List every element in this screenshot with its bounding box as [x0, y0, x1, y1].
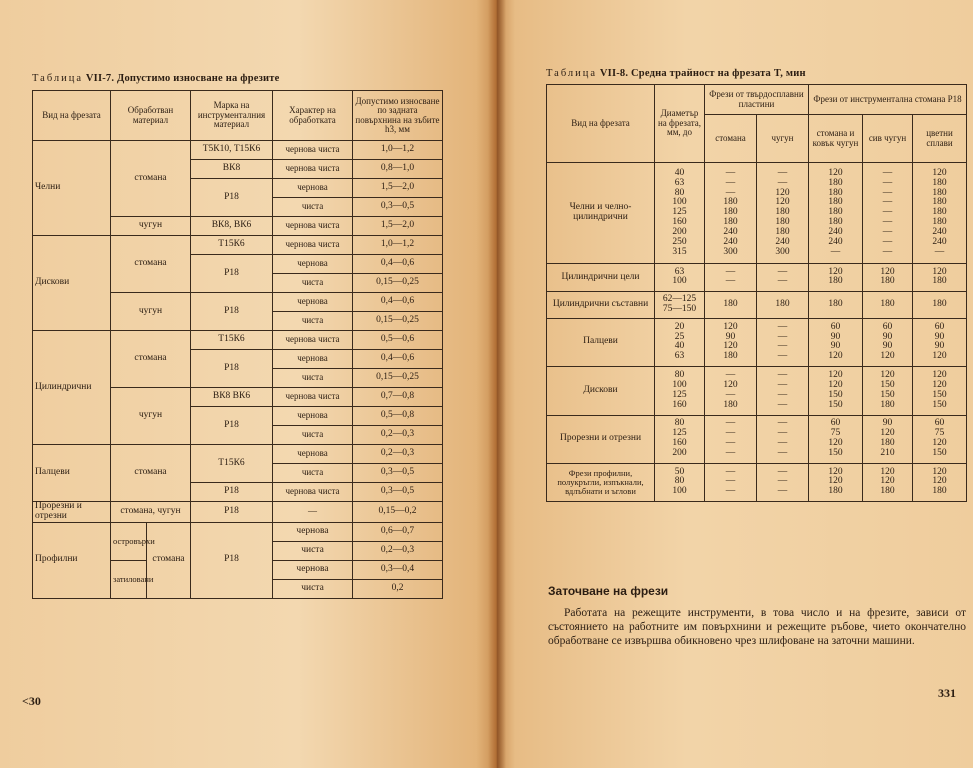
processing-cell: чернова чиста	[273, 160, 353, 179]
diameter-cell: 63 100	[655, 264, 705, 291]
tool-mark-cell: ВК8, ВК6	[191, 217, 273, 236]
hss-steel-cell: 120 180 180 180 180 180 240 240 —	[809, 163, 863, 264]
hss-nonferrous-cell: 180	[913, 291, 967, 318]
wear-value-cell: 0,3—0,5	[353, 464, 443, 483]
wear-value-cell: 0,6—0,7	[353, 522, 443, 541]
material-cell: чугун	[111, 388, 191, 445]
wear-value-cell: 0,3—0,4	[353, 560, 443, 579]
paragraph-text: Работата на режещите инструменти, в това число и на фрезите, зависи от състоянието на работните им повърхнини и режещите ръбове, чието окончателно обработване се извършва обикновено чрез шлифоване на заточни машини.	[548, 607, 966, 647]
header-hard-group: Фрези от твърдосплавни пластини	[705, 85, 809, 115]
tool-mark-cell: Р18	[191, 407, 273, 445]
cutter-type-cell: Дискови	[547, 367, 655, 415]
profile-subtype-cell: островърхи	[111, 522, 147, 560]
table-row	[547, 367, 967, 415]
hss-nonferrous-cell: 120 180 180 180 180 180 240 240 —	[913, 163, 967, 264]
tool-mark-cell: Т15К6	[191, 236, 273, 255]
table-8-caption	[546, 68, 806, 79]
material-cell: чугун	[111, 293, 191, 331]
hss-grey-cell: — — — — — — — — —	[863, 163, 913, 264]
processing-cell: чиста	[273, 274, 353, 293]
wear-value-cell: 1,0—1,2	[353, 236, 443, 255]
header-hard-steel: стомана	[705, 115, 757, 163]
wear-value-cell: 0,3—0,5	[353, 198, 443, 217]
table-vii-7-body	[33, 141, 443, 599]
diameter-cell: 20 25 40 63	[655, 318, 705, 366]
table-7-caption	[32, 73, 280, 84]
tool-mark-cell: ВК8 ВК6	[191, 388, 273, 407]
table-vii-8-body	[547, 163, 967, 502]
cutter-type-cell: Цилиндрични цели	[547, 264, 655, 291]
wear-value-cell: 0,5—0,8	[353, 407, 443, 426]
hard-steel-cell: — 120 — 180	[705, 367, 757, 415]
hard-iron-cell: — —	[757, 264, 809, 291]
hard-steel-cell: — — —	[705, 463, 757, 501]
wear-value-cell: 0,15—0,25	[353, 369, 443, 388]
hard-steel-cell: 180	[705, 291, 757, 318]
processing-cell: чернова чиста	[273, 217, 353, 236]
cutter-type-cell: Фрези профилни, полукръгли, изпъкнали, вдлъбнати и ъглови	[547, 463, 655, 501]
wear-value-cell: 0,2	[353, 579, 443, 598]
processing-cell: чернова	[273, 560, 353, 579]
material-cell: стомана, чугун	[111, 502, 191, 523]
cutter-type-cell: Дискови	[33, 236, 111, 331]
hss-steel-cell: 60 75 120 150	[809, 415, 863, 463]
processing-cell: чиста	[273, 369, 353, 388]
table-row	[33, 331, 443, 350]
hss-grey-cell: 90 120 180 210	[863, 415, 913, 463]
hss-steel-cell: 60 90 90 120	[809, 318, 863, 366]
processing-cell: чернова	[273, 350, 353, 369]
wear-value-cell: 1,0—1,2	[353, 141, 443, 160]
hss-nonferrous-cell: 120 120 180	[913, 463, 967, 501]
header-hss-group: Фрези от инструментална стомана Р18	[809, 85, 967, 115]
hss-steel-cell: 120 120 180	[809, 463, 863, 501]
hard-steel-cell: — — — —	[705, 415, 757, 463]
table-row	[33, 236, 443, 255]
processing-cell: чернова	[273, 445, 353, 464]
cutter-type-cell: Палцеви	[33, 445, 111, 502]
wear-value-cell: 0,15—0,25	[353, 312, 443, 331]
cutter-type-cell: Цилиндрични съставни	[547, 291, 655, 318]
cutter-type-cell: Челни и челно-цилиндрични	[547, 163, 655, 264]
caption-text: VII-8. Средна трайност на фрезата T, мин	[599, 68, 806, 79]
material-cell: стомана	[111, 331, 191, 388]
table-row	[547, 318, 967, 366]
header-character: Характер на обработката	[273, 91, 353, 141]
header-material: Обработван материал	[111, 91, 191, 141]
table-row	[33, 522, 443, 541]
processing-cell: чиста	[273, 464, 353, 483]
caption-label: Таблица	[546, 68, 598, 79]
wear-value-cell: 0,15—0,2	[353, 502, 443, 523]
tool-mark-cell: Р18	[191, 255, 273, 293]
header-diameter: Диаметър на фрезата, мм, до	[655, 85, 705, 163]
hard-iron-cell: — — — —	[757, 318, 809, 366]
processing-cell: чернова	[273, 522, 353, 541]
material-cell: стомана	[147, 522, 191, 598]
processing-cell: чернова чиста	[273, 388, 353, 407]
hard-iron-cell: — — 120 120 180 180 180 240 300	[757, 163, 809, 264]
tool-mark-cell: ВК8	[191, 160, 273, 179]
processing-cell: чернова чиста	[273, 483, 353, 502]
wear-value-cell: 0,3—0,5	[353, 483, 443, 502]
tool-mark-cell: Р18	[191, 350, 273, 388]
header-hss-grey: сив чугун	[863, 115, 913, 163]
tool-mark-cell: Т15К6	[191, 445, 273, 483]
processing-cell: чернова	[273, 255, 353, 274]
hss-nonferrous-cell: 120 180	[913, 264, 967, 291]
hss-steel-cell: 120 120 150 150	[809, 367, 863, 415]
hss-grey-cell: 120 120 180	[863, 463, 913, 501]
tool-mark-cell: Т15К6	[191, 331, 273, 350]
section-paragraph	[548, 606, 966, 648]
diameter-cell: 80 125 160 200	[655, 415, 705, 463]
tool-mark-cell: Т5К10, Т15К6	[191, 141, 273, 160]
processing-cell: чернова чиста	[273, 331, 353, 350]
processing-cell: чиста	[273, 579, 353, 598]
processing-cell: чернова чиста	[273, 236, 353, 255]
tool-mark-cell: Р18	[191, 522, 273, 598]
hss-nonferrous-cell: 60 90 90 120	[913, 318, 967, 366]
material-cell: чугун	[111, 217, 191, 236]
hss-grey-cell: 60 90 90 120	[863, 318, 913, 366]
wear-value-cell: 1,5—2,0	[353, 217, 443, 236]
table-row	[547, 463, 967, 501]
processing-cell: чиста	[273, 312, 353, 331]
hard-steel-cell: 120 90 120 180	[705, 318, 757, 366]
cutter-type-cell: Цилиндрични	[33, 331, 111, 445]
hss-nonferrous-cell: 60 75 120 150	[913, 415, 967, 463]
header-wear: Допустимо износване по задната повърхнина на зъбите h3, мм	[353, 91, 443, 141]
header-type: Вид на фрезата	[33, 91, 111, 141]
hard-iron-cell: — — — —	[757, 367, 809, 415]
table-vii-8	[546, 84, 967, 502]
wear-value-cell: 0,4—0,6	[353, 255, 443, 274]
wear-value-cell: 0,4—0,6	[353, 350, 443, 369]
wear-value-cell: 0,8—1,0	[353, 160, 443, 179]
material-cell: стомана	[111, 141, 191, 217]
hard-iron-cell: — — —	[757, 463, 809, 501]
header-mark: Марка на инструменталния материал	[191, 91, 273, 141]
diameter-cell: 50 80 100	[655, 463, 705, 501]
cutter-type-cell: Прорезни и отрезни	[547, 415, 655, 463]
table-row	[547, 415, 967, 463]
hard-steel-cell: — —	[705, 264, 757, 291]
hard-iron-cell: — — — —	[757, 415, 809, 463]
header-hard-iron: чугун	[757, 115, 809, 163]
hss-nonferrous-cell: 120 120 150 150	[913, 367, 967, 415]
processing-cell: чернова	[273, 407, 353, 426]
tool-mark-cell: Р18	[191, 502, 273, 523]
processing-cell: чиста	[273, 426, 353, 445]
wear-value-cell: 0,4—0,6	[353, 293, 443, 312]
wear-value-cell: 0,15—0,25	[353, 274, 443, 293]
hard-iron-cell: 180	[757, 291, 809, 318]
section-title: Заточване на фрези	[548, 584, 669, 598]
right-page-number: 331	[938, 686, 956, 700]
hss-steel-cell: 180	[809, 291, 863, 318]
wear-value-cell: 0,5—0,6	[353, 331, 443, 350]
table-row	[33, 502, 443, 523]
wear-value-cell: 0,2—0,3	[353, 541, 443, 560]
profile-subtype-cell: затиловани	[111, 560, 147, 598]
table-row	[33, 445, 443, 464]
wear-value-cell: 0,2—0,3	[353, 426, 443, 445]
cutter-type-cell: Прорезни и отрезни	[33, 502, 111, 523]
table-row	[547, 291, 967, 318]
caption-label: Таблица	[32, 73, 84, 84]
tool-mark-cell: Р18	[191, 179, 273, 217]
diameter-cell: 80 100 125 160	[655, 367, 705, 415]
processing-cell: чернова	[273, 179, 353, 198]
hss-grey-cell: 180	[863, 291, 913, 318]
processing-cell: чиста	[273, 198, 353, 217]
hss-grey-cell: 120 150 150 180	[863, 367, 913, 415]
header-type: Вид на фрезата	[547, 85, 655, 163]
header-hss-nonferrous: цветни сплави	[913, 115, 967, 163]
tool-mark-cell: Р18	[191, 293, 273, 331]
processing-cell: чернова	[273, 293, 353, 312]
book-crease	[488, 0, 506, 768]
wear-value-cell: 0,2—0,3	[353, 445, 443, 464]
table-vii-7	[32, 90, 443, 599]
table-row	[33, 141, 443, 160]
tool-mark-cell: Р18	[191, 483, 273, 502]
processing-cell: чернова чиста	[273, 141, 353, 160]
cutter-type-cell: Профилни	[33, 522, 111, 598]
hard-steel-cell: — — — 180 180 180 240 240 300	[705, 163, 757, 264]
material-cell: стомана	[111, 445, 191, 502]
cutter-type-cell: Палцеви	[547, 318, 655, 366]
wear-value-cell: 0,7—0,8	[353, 388, 443, 407]
table-row	[547, 264, 967, 291]
wear-value-cell: 1,5—2,0	[353, 179, 443, 198]
hss-grey-cell: 120 180	[863, 264, 913, 291]
material-cell: стомана	[111, 236, 191, 293]
processing-cell: чиста	[273, 541, 353, 560]
left-page-number: <30	[22, 694, 41, 708]
cutter-type-cell: Челни	[33, 141, 111, 236]
hss-steel-cell: 120 180	[809, 264, 863, 291]
caption-text: VII-7. Допустимо износване на фрезите	[85, 73, 280, 84]
diameter-cell: 62—125 75—150	[655, 291, 705, 318]
header-hss-steel: стомана и ковък чугун	[809, 115, 863, 163]
diameter-cell: 40 63 80 100 125 160 200 250 315	[655, 163, 705, 264]
table-row	[547, 163, 967, 264]
processing-cell: —	[273, 502, 353, 523]
